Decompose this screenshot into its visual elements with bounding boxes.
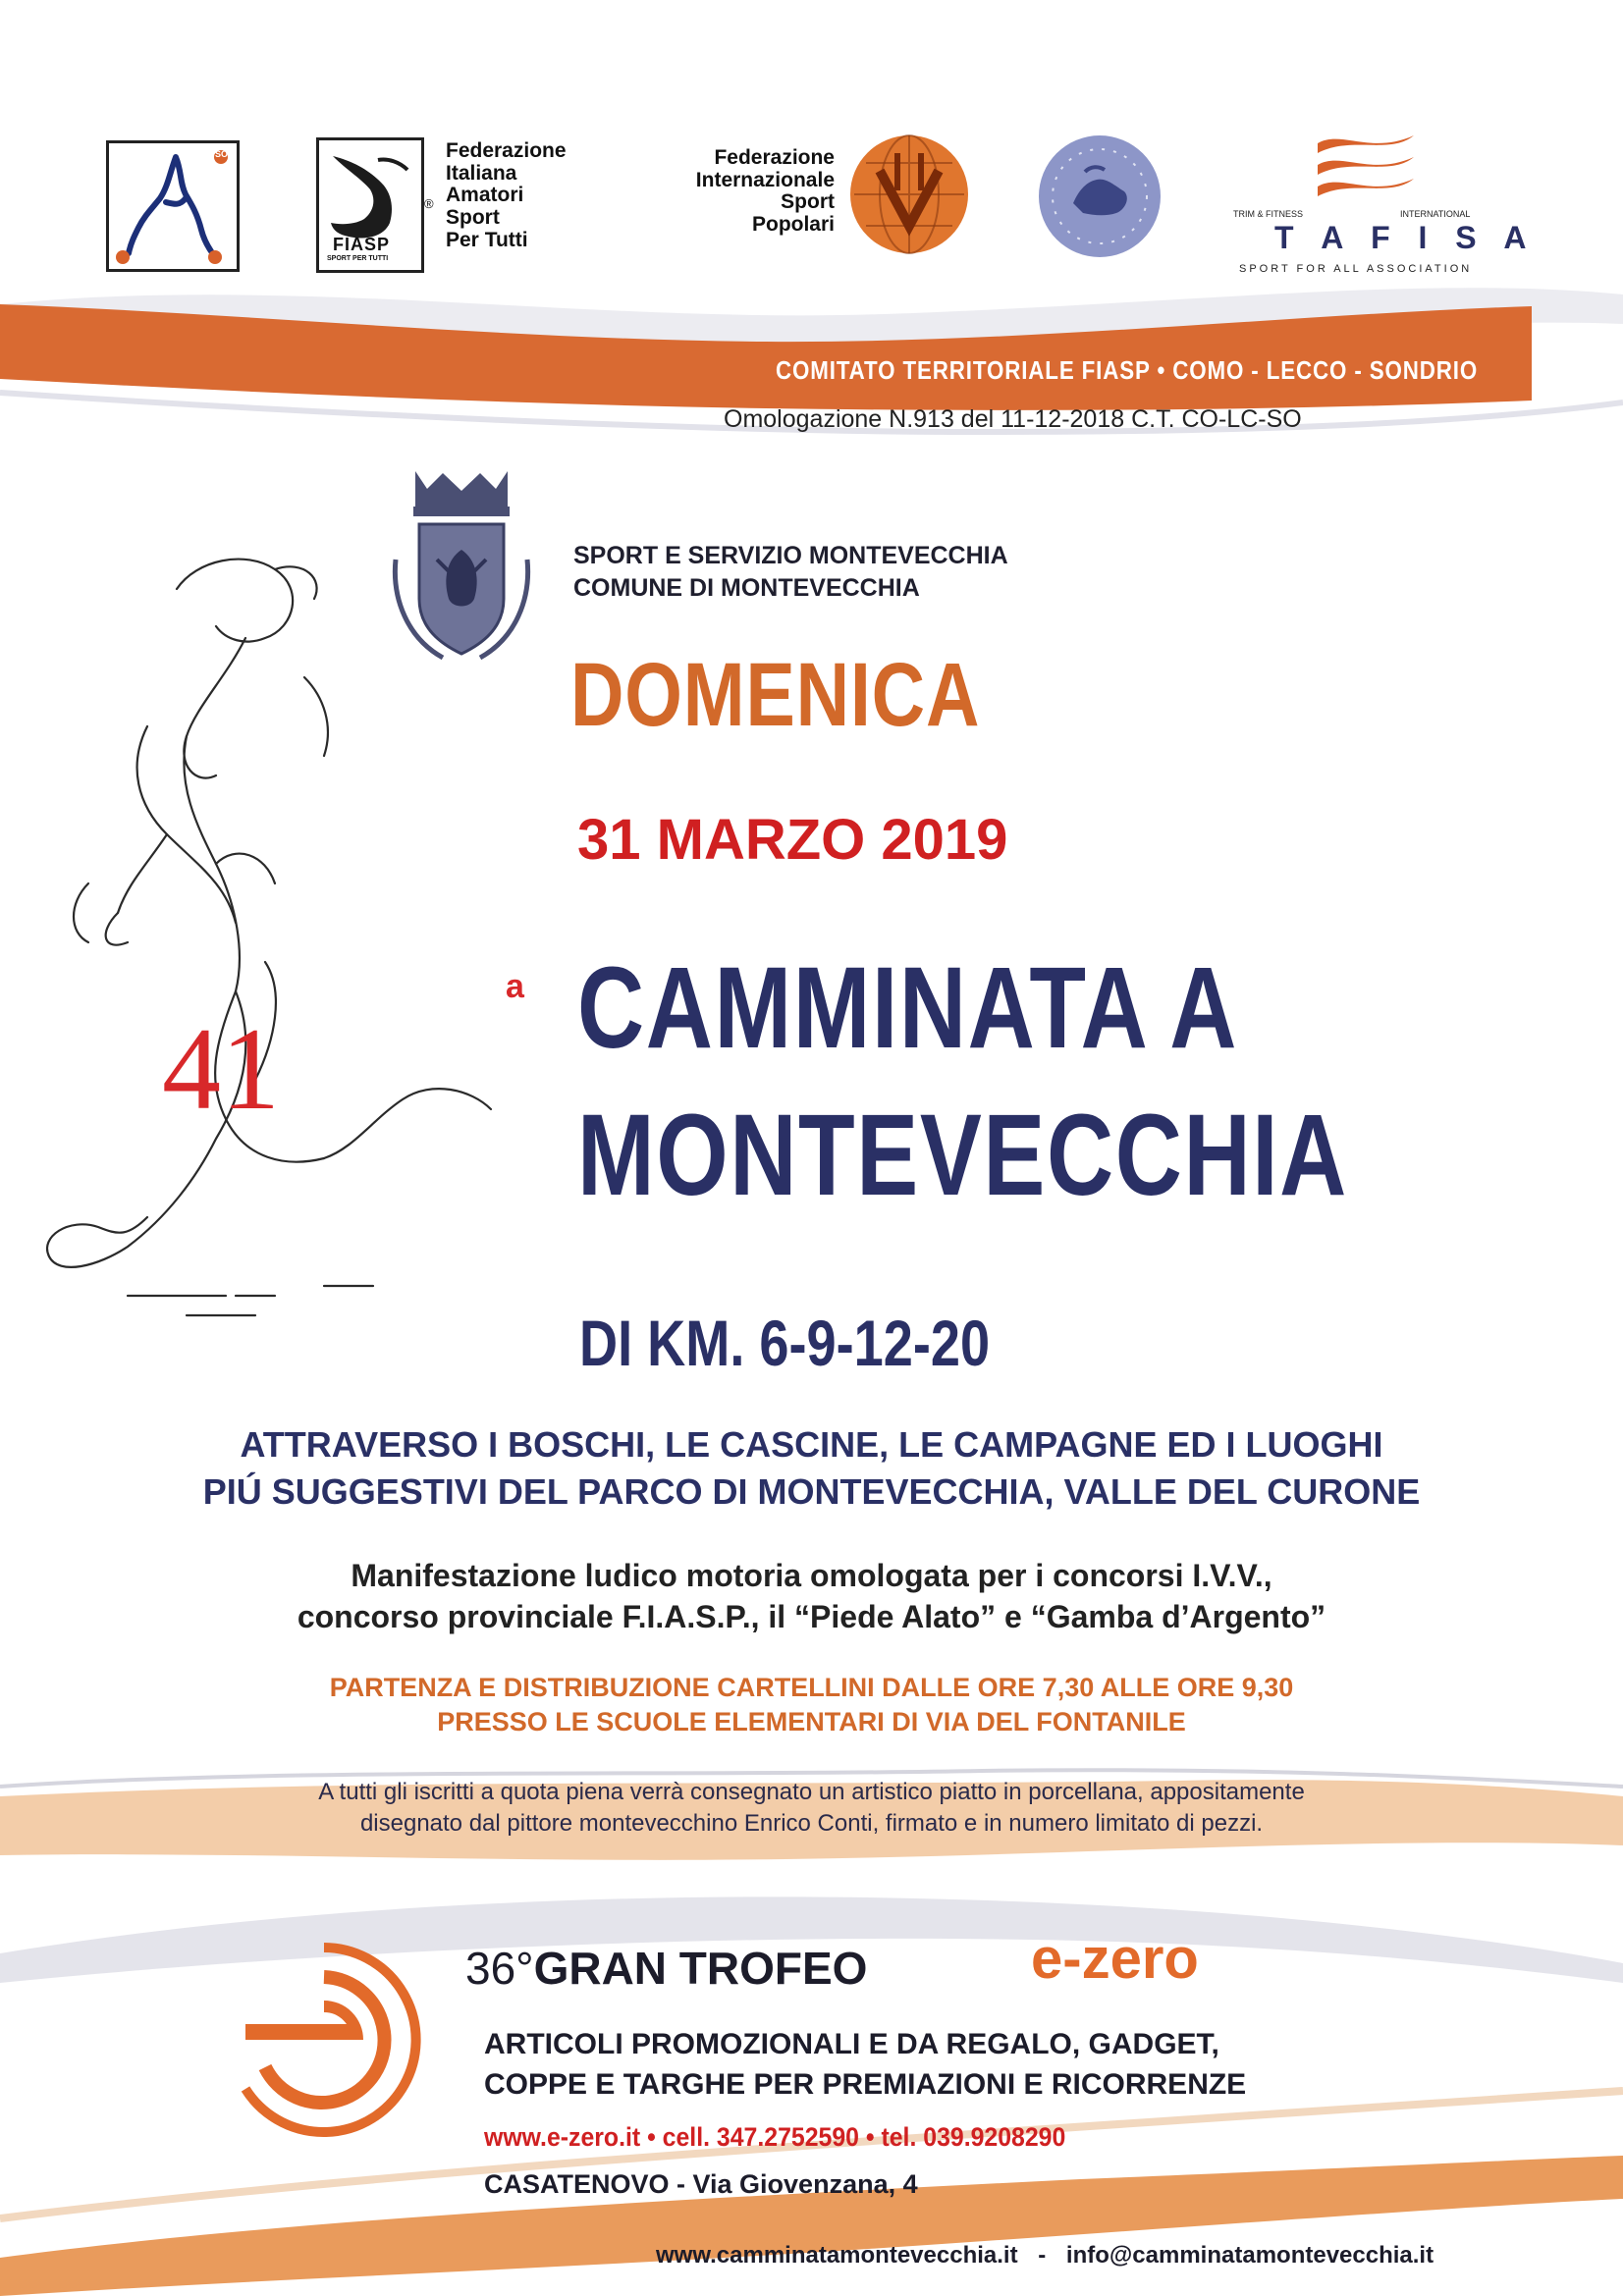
plate-notice-line: disegnato dal pittore montevecchino Enrico Conti, firmato e in numero limitato di pezzi. — [359, 1810, 1264, 1838]
fiasp-line: Italiana — [446, 161, 517, 185]
fiasp-line: Sport — [446, 206, 500, 230]
plate-notice — [0, 1777, 1623, 1841]
europe-map-icon — [1036, 133, 1163, 260]
fisp-line: Federazione — [714, 146, 835, 169]
coat-of-arms-icon — [388, 461, 535, 667]
start-info-line: PRESSO LE SCUOLE ELEMENTARI DI VIA DEL FONTANILE — [437, 1707, 1186, 1737]
tafisa-logo — [1227, 126, 1537, 283]
so-badge-label: SO — [215, 149, 229, 159]
fisp-name — [648, 147, 835, 237]
sponsor-products — [484, 2025, 1246, 2105]
header-band-swoosh — [0, 285, 1623, 491]
e-zero-emblem-icon — [226, 1942, 422, 2138]
brand-name: e-zero — [1031, 1927, 1199, 1991]
trofeo-label: GRAN TROFEO — [533, 1943, 868, 1994]
event-info — [0, 1556, 1623, 1637]
ivv-globe-icon — [846, 132, 972, 257]
fiasp-name — [446, 140, 567, 251]
registered-mark-icon: ® — [424, 196, 434, 211]
tafisa-waves-icon — [1312, 126, 1420, 204]
event-info-line: concorso provinciale F.I.A.S.P., il “Piede Alato” e “Gamba d’Argento” — [297, 1598, 1326, 1634]
event-day: DOMENICA — [570, 645, 981, 745]
tafisa-name: T A F I S A — [1274, 220, 1537, 255]
event-distances: DI KM. 6-9-12-20 — [579, 1307, 991, 1379]
europe-logo — [1036, 133, 1163, 260]
fisp-line: Sport — [781, 190, 835, 214]
fiasp-line: Federazione — [446, 139, 567, 162]
trofeo-prefix: 36° — [465, 1943, 534, 1994]
route-line: PIÚ SUGGESTIVI DEL PARCO DI MONTEVECCHIA, VALLE DEL CURONE — [202, 1470, 1421, 1512]
tafisa-small-left: TRIM & FITNESS — [1233, 209, 1304, 219]
trofeo-title — [465, 1942, 867, 1995]
start-info-line: PARTENZA E DISTRIBUZIONE CARTELLINI DALLE ORE 7,30 ALLE ORE 9,30 — [329, 1673, 1294, 1702]
organizer-line: SPORT E SERVIZIO MONTEVECCHIA — [573, 542, 1008, 569]
organizer-line: COMUNE DI MONTEVECCHIA — [573, 573, 920, 602]
fiasp-logo — [316, 137, 424, 273]
organizer-block — [573, 540, 1008, 604]
comitato-label: COMITATO TERRITORIALE FIASP • COMO - LECCO - SONDRIO — [776, 355, 1479, 385]
event-title-line2: MONTEVECCHIA — [577, 1091, 1348, 1220]
edition-ordinal: a — [506, 968, 524, 1005]
website-link[interactable]: www.camminatamontevecchia.it — [656, 2242, 1018, 2269]
footer-separator: - — [1038, 2242, 1047, 2269]
fiasp-line: Per Tutti — [446, 228, 528, 251]
event-title-line1: CAMMINATA A — [577, 943, 1239, 1073]
fisp-line: Internazionale — [695, 168, 835, 191]
e-zero-logo — [226, 1942, 422, 2138]
sponsor-address: CASATENOVO - Via Giovenzana, 4 — [484, 2169, 918, 2199]
sponsor-products-line: ARTICOLI PROMOZIONALI E DA REGALO, GADGET, — [484, 2028, 1219, 2060]
event-info-line: Manifestazione ludico motoria omologata per i concorsi I.V.V., — [351, 1558, 1272, 1593]
tafisa-small-right: INTERNATIONAL — [1400, 209, 1471, 219]
footer-links — [656, 2242, 1434, 2269]
sponsor-contacts[interactable]: www.e-zero.it • cell. 347.2752590 • tel. 039.9208290 — [484, 2122, 1066, 2152]
edition-number: 41 — [162, 1003, 280, 1134]
omologazione-label: Omologazione N.913 del 11-12-2018 C.T. CO-LC-SO — [724, 405, 1302, 433]
email-link[interactable]: info@camminatamontevecchia.it — [1065, 2242, 1434, 2269]
lake-map-icon — [109, 143, 237, 269]
route-line: ATTRAVERSO I BOSCHI, LE CASCINE, LE CAMPAGNE ED I LUOGHI — [240, 1424, 1383, 1465]
ivv-logo — [846, 132, 972, 257]
route-description — [0, 1421, 1623, 1515]
fiasp-badge: FIASP — [333, 235, 391, 254]
fiasp-badge-sub: SPORT PER TUTTI — [327, 255, 389, 262]
fisp-line: Popolari — [751, 213, 835, 237]
ivv-label — [846, 132, 847, 133]
start-info — [0, 1671, 1623, 1739]
tafisa-sub: SPORT FOR ALL ASSOCIATION — [1239, 263, 1473, 275]
plate-notice-line: A tutti gli iscritti a quota piena verrà consegnato un artistico piatto in porcellana, appositamente — [318, 1779, 1305, 1805]
coat-of-arms — [388, 461, 535, 667]
fiasp-line: Amatori — [446, 184, 524, 207]
como-lecco-sondrio-logo — [106, 140, 240, 272]
sponsor-products-line: COPPE E TARGHE PER PREMIAZIONI E RICORRENZE — [484, 2067, 1247, 2101]
event-date: 31 MARZO 2019 — [577, 808, 1008, 872]
